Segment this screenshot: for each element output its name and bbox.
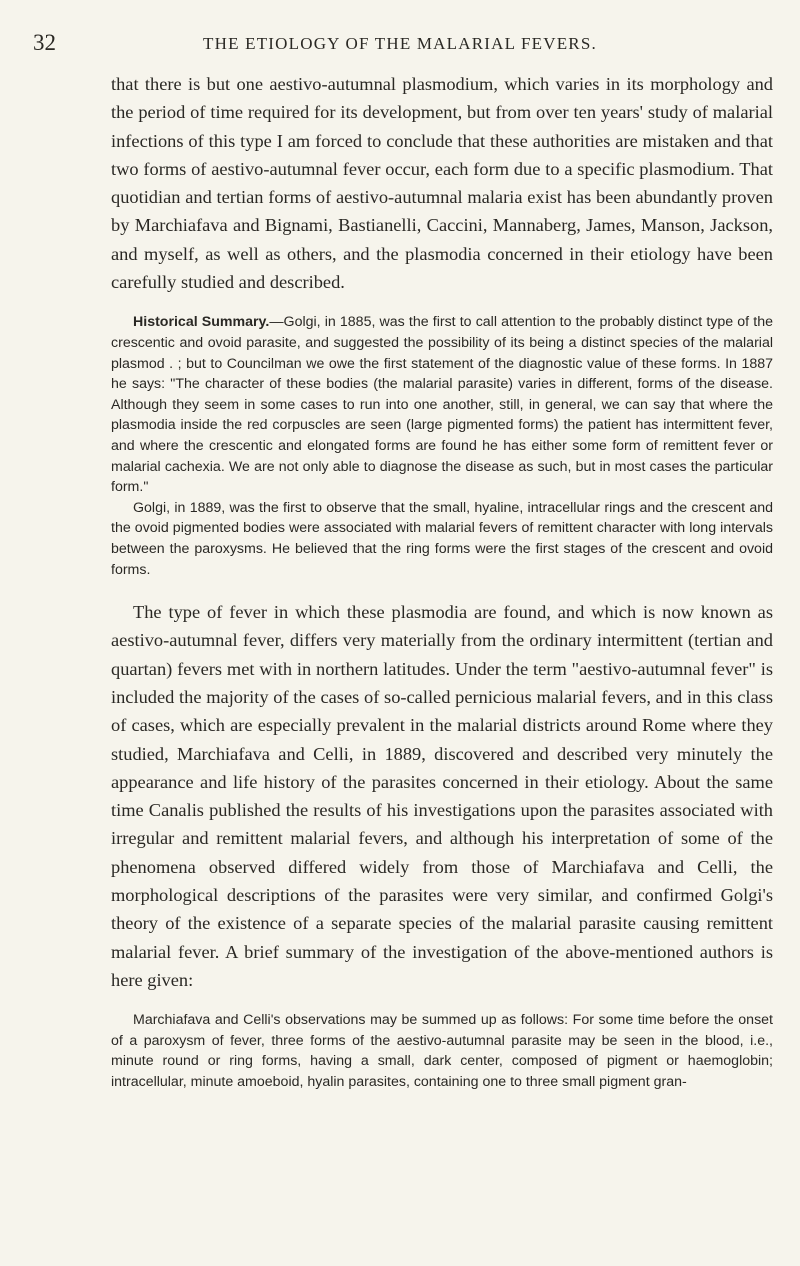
historical-summary-text: —Golgi, in 1885, was the first to call attention to the probably distinct type of the crescentic and ovoid parasite, and suggested the possibility of its being a distinct species of the malarial plasmod . ; but to Councilman we owe the first statement of the diagnostic value of these forms. In 1887 he says: "The character of these bodies (the malarial parasite) varies in different, forms of the disease. Although they seem in some cases to run into one another, still, in general, we can say that where the plasmodia inside the red corpuscles are seen (large pigmented forms) the patient has intermittent fever, and where the crescentic and elongated forms are found he has either some form of remittent fever or malarial cachexia. We are not only able to diagnose the disease as such, but in most cases the particular form." bbox=[111, 314, 773, 496]
golgi-paragraph: Golgi, in 1889, was the first to observe that the small, hyaline, intracellular rings and the crescent and the ovoid pigmented bodies were associated with malarial fevers of remittent character with long intervals between the paroxysms. He believed that the ring forms were the first stages of the crescent and ovoid forms. bbox=[111, 499, 773, 578]
marchiafava-celli-paragraph: Marchiafava and Celli's observations may be summed up as follows: For some time before the onset of a paroxysm of fever, three forms of the aestivo-autumnal parasite may be seen in the blood, i.e., minute round or ring forms, having a small, dark center, composed of pigment or haemoglobin; intracellular, minute amoeboid, hyalin parasites, containing one to three small pigment gran- bbox=[111, 1012, 773, 1091]
page-body bbox=[111, 70, 773, 1093]
running-title: THE ETIOLOGY OF THE MALARIAL FEVERS. bbox=[203, 34, 597, 53]
fever-type-paragraph: The type of fever in which these plasmodia are found, and which is now known as aestivo-autumnal fever, differs very materially from the ordinary intermittent (tertian and quartan) fevers met with in northern latitudes. Under the term "aestivo-autumnal fever" is included the majority of the cases of so-called pernicious malarial fevers, and in this class of cases, which are especially prevalent in the malarial districts around Rome where they studied, Marchiafava and Celli, in 1889, discovered and described very minutely the appearance and life history of the parasites concerned in their etiology. About the same time Canalis published the results of his investigations upon the parasites associated with irregular and remittent malarial fevers, and although his interpretation of some of the phenomena observed differed widely from those of Marchiafava and Celli, the morphological descriptions of the parasites were very similar, and confirmed Golgi's theory of the existence of a separate species of the malarial parasite causing remittent malarial fever. A brief summary of the investigation of the above-mentioned authors is here given: bbox=[111, 602, 773, 990]
paragraph-continuation: that there is but one aestivo-autumnal plasmodium, which varies in its morphology and the period of time required for its development, but from over ten years' study of malarial infections of this type I am forced to conclude that these authorities are mistaken and that two forms of aestivo-autumnal fever occur, each form due to a specific plasmodium. That quotidian and tertian forms of aestivo-autumnal malaria exist has been abundantly proven by Marchiafava and Bignami, Bastianelli, Caccini, Mannaberg, James, Manson, Jackson, and myself, as well as others, and the plasmodia concerned in their etiology have been carefully studied and described. bbox=[111, 74, 773, 293]
historical-summary-heading: Historical Summary. bbox=[133, 314, 270, 331]
page-number: 32 bbox=[33, 30, 56, 55]
page-header bbox=[0, 30, 800, 56]
historical-summary-paragraph bbox=[111, 312, 773, 497]
